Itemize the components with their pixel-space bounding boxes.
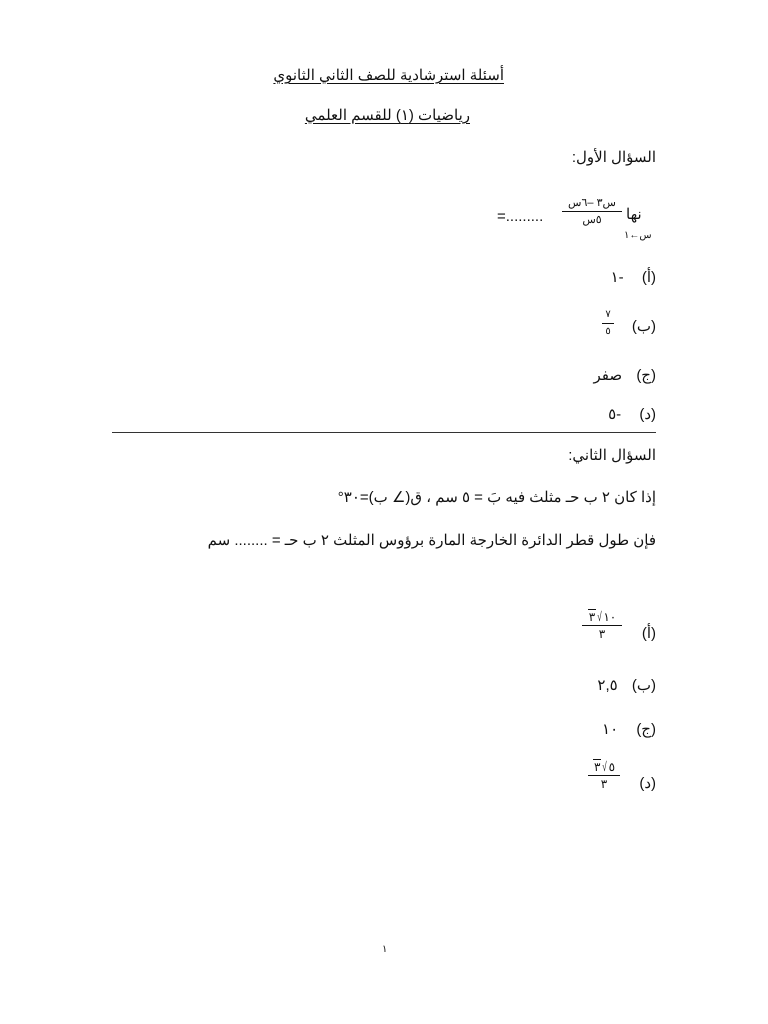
limit-subscript: س←١ <box>624 230 652 241</box>
option-letter: (د) <box>639 775 656 792</box>
q2-option-a <box>642 624 656 642</box>
question-2-heading: السؤال الثاني: <box>568 447 656 464</box>
page-title: أسئلة استرشادية للصف الثاني الثانوي <box>273 67 504 84</box>
question-2-line-1: إذا كان ٢ ب حـ مثلث فيه بَ = ٥ سم ، ق(∠ ب)=٣٠° <box>337 489 656 506</box>
radical-coefficient: ٥ <box>608 760 616 774</box>
q2-option-d-fraction <box>588 760 620 791</box>
fraction-bar <box>602 323 614 324</box>
option-letter: (ج) <box>636 721 656 738</box>
fraction-numerator <box>582 610 622 624</box>
fraction-bar <box>588 775 620 776</box>
answer-blank: =......... <box>497 208 544 225</box>
q1-option-b-fraction <box>602 308 614 339</box>
section-divider <box>112 432 656 433</box>
fraction-bar <box>562 211 622 212</box>
question-2-line-2: فإن طول قطر الدائرة الخارجة المارة برؤوس المثلث ٢ ب حـ = ........ سم <box>207 532 656 549</box>
limit-fraction <box>562 196 622 227</box>
q1-option-a <box>611 268 656 286</box>
option-letter: (ب) <box>631 677 656 694</box>
radical-sign-icon: √ <box>602 759 608 774</box>
fraction-numerator: س٣ –٦س <box>568 197 616 209</box>
q2-option-c <box>602 720 656 738</box>
fraction-numerator <box>588 760 620 774</box>
radicand: ٣ <box>588 610 596 624</box>
fraction-denominator: ٣ <box>598 627 606 641</box>
radical-sign-icon: √ <box>597 609 602 624</box>
option-letter: (ب) <box>631 318 656 335</box>
fraction-numerator: ٧ <box>605 309 611 320</box>
option-value: -٥ <box>608 406 622 423</box>
option-value: -١ <box>610 269 624 286</box>
limit-word: نها <box>626 206 642 223</box>
option-value: صفر <box>593 367 623 384</box>
fraction-denominator: ٥ <box>605 326 611 337</box>
q1-option-d <box>608 405 656 423</box>
option-letter: (ج) <box>636 367 656 384</box>
page-subtitle: رياضيات (١) للقسم العلمي <box>304 107 470 124</box>
option-letter: (أ) <box>641 269 656 286</box>
fraction-bar <box>582 625 622 626</box>
question-1-heading: السؤال الأول: <box>571 149 656 166</box>
radicand: ٣ <box>593 760 601 774</box>
option-value: ٢,٥ <box>597 677 618 694</box>
fraction-denominator: ٥س <box>582 214 602 226</box>
q2-option-d <box>639 774 656 792</box>
q1-option-c <box>594 366 656 384</box>
option-letter: (أ) <box>641 625 656 642</box>
option-value: ١٠ <box>602 721 619 738</box>
q2-option-a-fraction <box>582 610 622 641</box>
radical-coefficient: ١٠ <box>603 610 617 624</box>
option-letter: (د) <box>639 406 656 423</box>
q2-option-b <box>597 676 656 694</box>
q1-option-b <box>632 317 656 335</box>
fraction-denominator: ٣ <box>600 777 608 791</box>
page-number: ١ <box>382 944 388 955</box>
